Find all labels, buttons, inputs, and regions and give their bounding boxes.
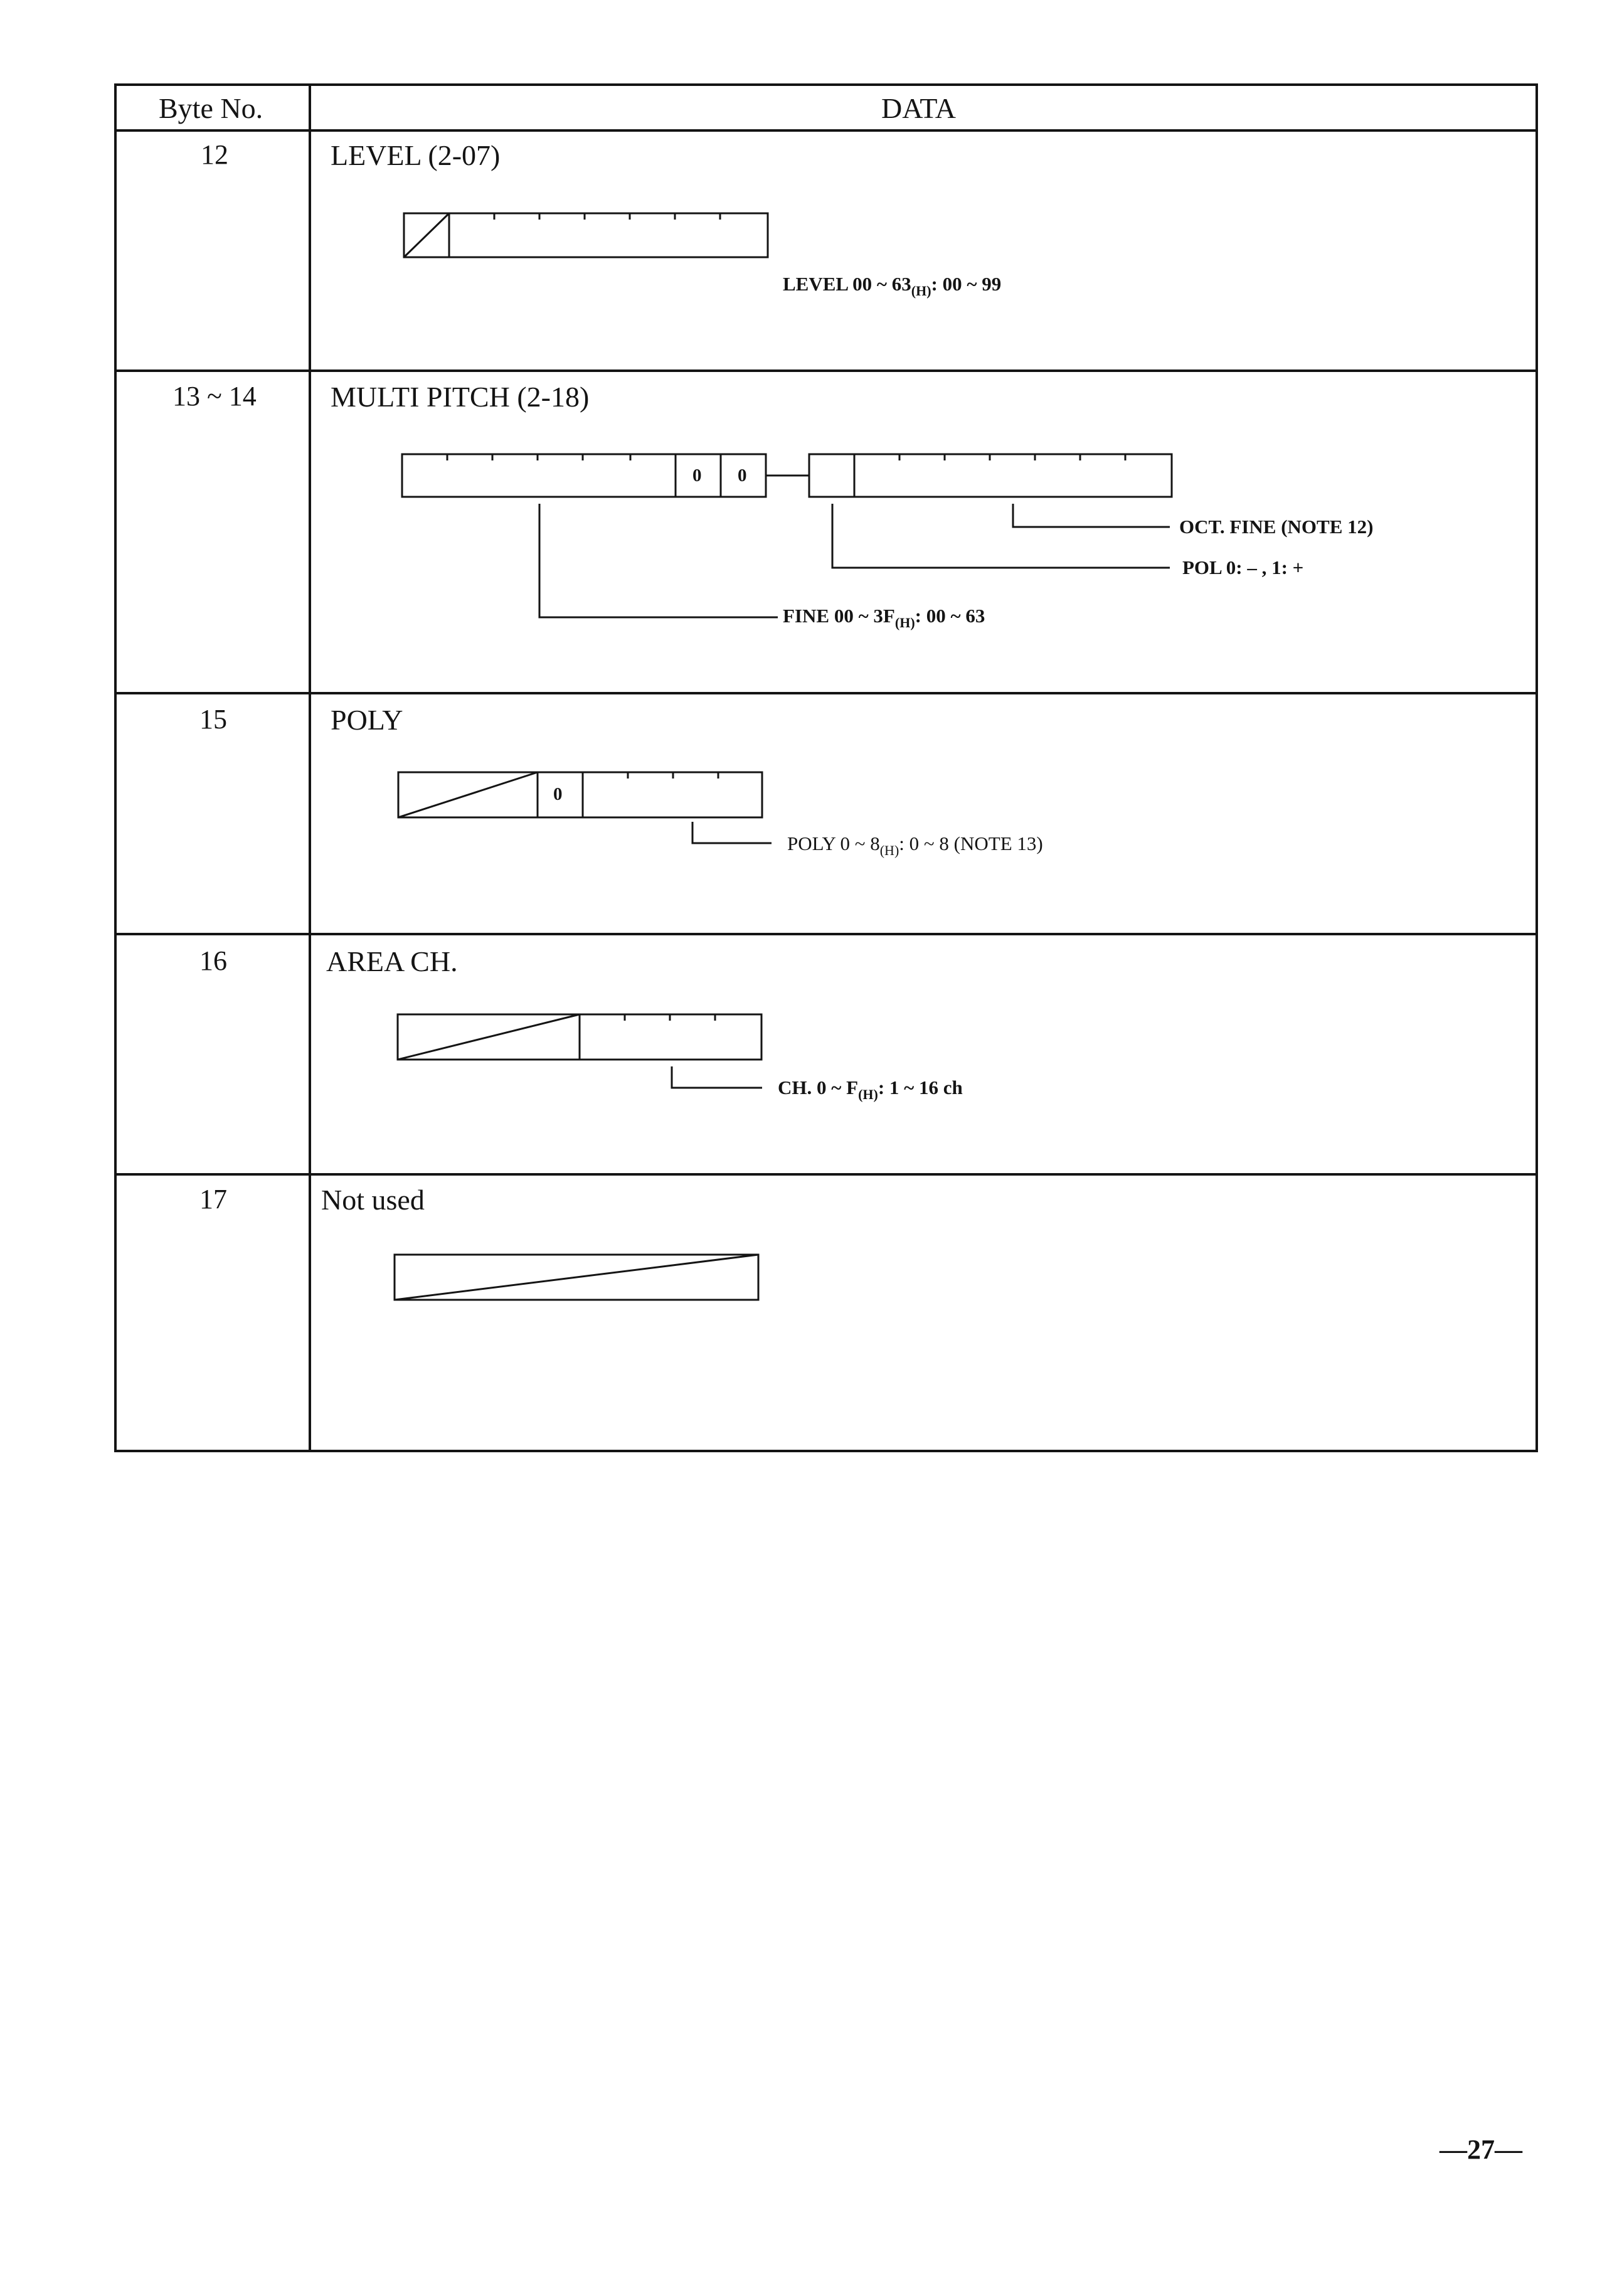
fixed-zero-bit: 0: [692, 465, 702, 486]
byte-number: 15: [199, 704, 227, 735]
level-bit-field: [404, 213, 768, 257]
byte-number: 17: [199, 1184, 227, 1214]
byte-number: 13 ~ 14: [172, 381, 257, 412]
row-label: Not used: [321, 1184, 425, 1216]
header-byte-no: Byte No.: [159, 92, 263, 124]
fixed-zero-bit: 0: [738, 465, 747, 486]
oct-fine-note: OCT. FINE (NOTE 12): [1179, 516, 1374, 538]
level-range-note: LEVEL 00 ~ $63_{(H)}$: 00 ~ 99: [783, 273, 1002, 299]
not-used-bit-field: [395, 1255, 758, 1300]
byte-number: 12: [201, 139, 228, 170]
page-number: —27—: [1440, 2134, 1522, 2165]
row-label: MULTI PITCH (2-18): [331, 381, 590, 413]
byte-number: 16: [199, 945, 227, 976]
fine-range-note: FINE 00 ~ $3F_{(H)}$: 00 ~ 63: [783, 605, 985, 630]
row-label: AREA CH.: [326, 945, 458, 977]
poly-range-note: POLY 0 ~ $8_{(H)}$: 0 ~ 8 (NOTE 13): [787, 832, 1043, 858]
poly-bit-field: [398, 772, 772, 843]
row-label: LEVEL (2-07): [331, 139, 501, 171]
pol-note: POL 0: – , 1: +: [1182, 556, 1304, 578]
header-data: DATA: [881, 92, 956, 124]
multi-pitch-bit-field: [402, 454, 1172, 617]
row-label: POLY: [331, 704, 403, 736]
area-ch-bit-field: [398, 1014, 762, 1088]
channel-range-note: CH. 0 ~ $F_{(H)}$: 1 ~ 16 ch: [778, 1076, 963, 1102]
fixed-zero-bit: 0: [553, 784, 563, 804]
